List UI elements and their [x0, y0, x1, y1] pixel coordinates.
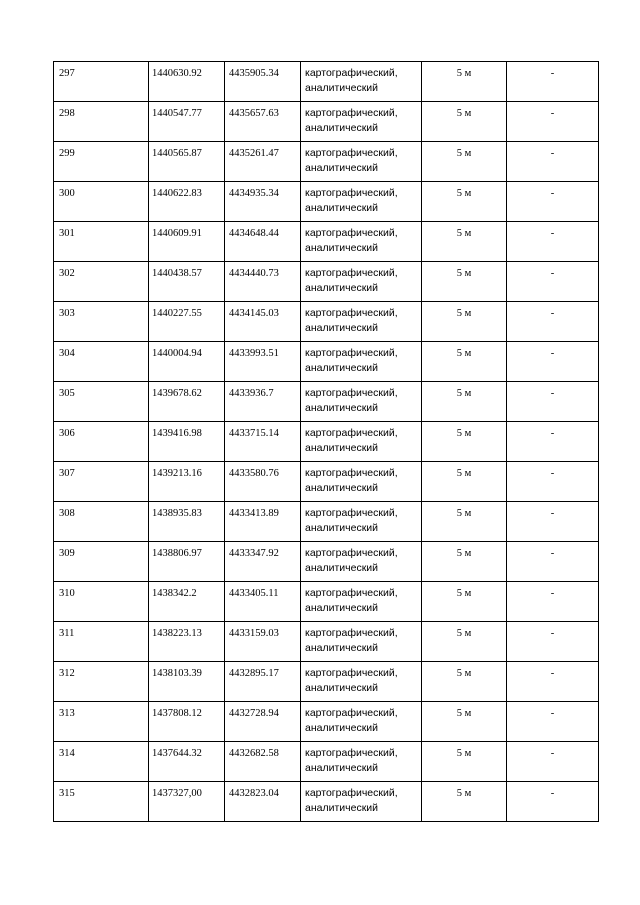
- x-coordinate-cell: 1438806.97: [149, 542, 225, 582]
- method-line-2: аналитический: [305, 522, 379, 534]
- y-coordinate-cell: 4432895.17: [225, 662, 301, 702]
- accuracy-cell: 5 м: [422, 182, 507, 222]
- note-cell: -: [507, 782, 599, 822]
- x-coordinate-cell: 1438103.39: [149, 662, 225, 702]
- x-coordinate-cell: 1440438.57: [149, 262, 225, 302]
- point-number-cell: 313: [54, 702, 149, 742]
- x-coordinate-cell: 1439416.98: [149, 422, 225, 462]
- point-number-cell: 312: [54, 662, 149, 702]
- x-coordinate-cell: 1440565.87: [149, 142, 225, 182]
- y-coordinate-cell: 4433405.11: [225, 582, 301, 622]
- method-line-1: картографический,: [305, 627, 398, 639]
- method-line-2: аналитический: [305, 802, 379, 814]
- note-cell: -: [507, 62, 599, 102]
- method-line-1: картографический,: [305, 107, 398, 119]
- method-line-1: картографический,: [305, 707, 398, 719]
- accuracy-cell: 5 м: [422, 502, 507, 542]
- accuracy-cell: 5 м: [422, 622, 507, 662]
- method-line-1: картографический,: [305, 547, 398, 559]
- x-coordinate-cell: 1439213.16: [149, 462, 225, 502]
- point-number-cell: 299: [54, 142, 149, 182]
- y-coordinate-cell: 4435657.63: [225, 102, 301, 142]
- point-number-cell: 311: [54, 622, 149, 662]
- point-number-cell: 304: [54, 342, 149, 382]
- point-number-cell: 298: [54, 102, 149, 142]
- method-line-2: аналитический: [305, 642, 379, 654]
- method-cell: [301, 382, 422, 422]
- method-cell: [301, 422, 422, 462]
- note-cell: -: [507, 342, 599, 382]
- note-cell: -: [507, 702, 599, 742]
- method-line-1: картографический,: [305, 667, 398, 679]
- x-coordinate-cell: 1437644.32: [149, 742, 225, 782]
- coordinates-table: [53, 61, 599, 822]
- point-number-cell: 309: [54, 542, 149, 582]
- accuracy-cell: 5 м: [422, 142, 507, 182]
- method-cell: [301, 102, 422, 142]
- accuracy-cell: 5 м: [422, 742, 507, 782]
- note-cell: -: [507, 102, 599, 142]
- point-number-cell: 297: [54, 62, 149, 102]
- point-number-cell: 307: [54, 462, 149, 502]
- x-coordinate-cell: 1438223.13: [149, 622, 225, 662]
- point-number-cell: 300: [54, 182, 149, 222]
- method-line-1: картографический,: [305, 467, 398, 479]
- table-row: [54, 702, 599, 742]
- y-coordinate-cell: 4433936.7: [225, 382, 301, 422]
- table-row: [54, 222, 599, 262]
- note-cell: -: [507, 462, 599, 502]
- point-number-cell: 310: [54, 582, 149, 622]
- table-row: [54, 182, 599, 222]
- note-cell: -: [507, 422, 599, 462]
- note-cell: -: [507, 302, 599, 342]
- accuracy-cell: 5 м: [422, 262, 507, 302]
- x-coordinate-cell: 1440609.91: [149, 222, 225, 262]
- point-number-cell: 306: [54, 422, 149, 462]
- method-cell: [301, 182, 422, 222]
- x-coordinate-cell: 1438342.2: [149, 582, 225, 622]
- table-row: [54, 502, 599, 542]
- accuracy-cell: 5 м: [422, 62, 507, 102]
- note-cell: -: [507, 182, 599, 222]
- method-line-2: аналитический: [305, 762, 379, 774]
- y-coordinate-cell: 4433347.92: [225, 542, 301, 582]
- y-coordinate-cell: 4433580.76: [225, 462, 301, 502]
- table-row: [54, 302, 599, 342]
- method-line-1: картографический,: [305, 747, 398, 759]
- x-coordinate-cell: 1440547.77: [149, 102, 225, 142]
- method-cell: [301, 262, 422, 302]
- y-coordinate-cell: 4435261.47: [225, 142, 301, 182]
- method-cell: [301, 742, 422, 782]
- method-line-2: аналитический: [305, 322, 379, 334]
- y-coordinate-cell: 4434935.34: [225, 182, 301, 222]
- table-row: [54, 142, 599, 182]
- table-row: [54, 422, 599, 462]
- note-cell: -: [507, 582, 599, 622]
- method-line-1: картографический,: [305, 307, 398, 319]
- x-coordinate-cell: 1440004.94: [149, 342, 225, 382]
- method-line-2: аналитический: [305, 402, 379, 414]
- method-line-2: аналитический: [305, 722, 379, 734]
- method-cell: [301, 502, 422, 542]
- method-line-1: картографический,: [305, 507, 398, 519]
- point-number-cell: 303: [54, 302, 149, 342]
- table-row: [54, 542, 599, 582]
- y-coordinate-cell: 4433413.89: [225, 502, 301, 542]
- table-row: [54, 342, 599, 382]
- table-row: [54, 382, 599, 422]
- method-line-2: аналитический: [305, 562, 379, 574]
- method-line-2: аналитический: [305, 602, 379, 614]
- x-coordinate-cell: 1437808.12: [149, 702, 225, 742]
- method-line-2: аналитический: [305, 162, 379, 174]
- note-cell: -: [507, 382, 599, 422]
- accuracy-cell: 5 м: [422, 662, 507, 702]
- method-cell: [301, 462, 422, 502]
- method-line-1: картографический,: [305, 267, 398, 279]
- point-number-cell: 301: [54, 222, 149, 262]
- method-line-1: картографический,: [305, 147, 398, 159]
- y-coordinate-cell: 4434648.44: [225, 222, 301, 262]
- table-row: [54, 62, 599, 102]
- method-line-1: картографический,: [305, 387, 398, 399]
- note-cell: -: [507, 502, 599, 542]
- y-coordinate-cell: 4432682.58: [225, 742, 301, 782]
- table-row: [54, 742, 599, 782]
- accuracy-cell: 5 м: [422, 382, 507, 422]
- method-cell: [301, 62, 422, 102]
- method-cell: [301, 782, 422, 822]
- method-line-2: аналитический: [305, 362, 379, 374]
- method-line-2: аналитический: [305, 202, 379, 214]
- note-cell: -: [507, 742, 599, 782]
- method-cell: [301, 222, 422, 262]
- method-cell: [301, 622, 422, 662]
- method-line-1: картографический,: [305, 227, 398, 239]
- table-row: [54, 102, 599, 142]
- accuracy-cell: 5 м: [422, 222, 507, 262]
- method-line-1: картографический,: [305, 587, 398, 599]
- note-cell: -: [507, 142, 599, 182]
- x-coordinate-cell: 1437327,00: [149, 782, 225, 822]
- accuracy-cell: 5 м: [422, 422, 507, 462]
- y-coordinate-cell: 4433715.14: [225, 422, 301, 462]
- x-coordinate-cell: 1440630.92: [149, 62, 225, 102]
- method-line-2: аналитический: [305, 242, 379, 254]
- method-line-2: аналитический: [305, 442, 379, 454]
- y-coordinate-cell: 4433993.51: [225, 342, 301, 382]
- y-coordinate-cell: 4435905.34: [225, 62, 301, 102]
- x-coordinate-cell: 1438935.83: [149, 502, 225, 542]
- accuracy-cell: 5 м: [422, 542, 507, 582]
- accuracy-cell: 5 м: [422, 342, 507, 382]
- method-line-2: аналитический: [305, 282, 379, 294]
- method-line-2: аналитический: [305, 682, 379, 694]
- accuracy-cell: 5 м: [422, 782, 507, 822]
- accuracy-cell: 5 м: [422, 102, 507, 142]
- method-cell: [301, 542, 422, 582]
- method-line-2: аналитический: [305, 122, 379, 134]
- method-line-1: картографический,: [305, 787, 398, 799]
- table-row: [54, 622, 599, 662]
- y-coordinate-cell: 4432823.04: [225, 782, 301, 822]
- accuracy-cell: 5 м: [422, 702, 507, 742]
- accuracy-cell: 5 м: [422, 582, 507, 622]
- method-line-1: картографический,: [305, 67, 398, 79]
- method-cell: [301, 702, 422, 742]
- accuracy-cell: 5 м: [422, 462, 507, 502]
- point-number-cell: 305: [54, 382, 149, 422]
- method-line-1: картографический,: [305, 347, 398, 359]
- note-cell: -: [507, 262, 599, 302]
- table-row: [54, 262, 599, 302]
- y-coordinate-cell: 4433159.03: [225, 622, 301, 662]
- accuracy-cell: 5 м: [422, 302, 507, 342]
- method-line-1: картографический,: [305, 187, 398, 199]
- table-row: [54, 582, 599, 622]
- method-line-1: картографический,: [305, 427, 398, 439]
- point-number-cell: 302: [54, 262, 149, 302]
- y-coordinate-cell: 4432728.94: [225, 702, 301, 742]
- method-cell: [301, 302, 422, 342]
- method-cell: [301, 582, 422, 622]
- table-row: [54, 662, 599, 702]
- note-cell: -: [507, 222, 599, 262]
- x-coordinate-cell: 1439678.62: [149, 382, 225, 422]
- point-number-cell: 308: [54, 502, 149, 542]
- method-line-2: аналитический: [305, 482, 379, 494]
- x-coordinate-cell: 1440227.55: [149, 302, 225, 342]
- y-coordinate-cell: 4434145.03: [225, 302, 301, 342]
- note-cell: -: [507, 542, 599, 582]
- x-coordinate-cell: 1440622.83: [149, 182, 225, 222]
- note-cell: -: [507, 662, 599, 702]
- table-row: [54, 782, 599, 822]
- method-cell: [301, 142, 422, 182]
- method-cell: [301, 662, 422, 702]
- note-cell: -: [507, 622, 599, 662]
- table-row: [54, 462, 599, 502]
- point-number-cell: 315: [54, 782, 149, 822]
- coordinates-table-body: [54, 62, 599, 822]
- point-number-cell: 314: [54, 742, 149, 782]
- method-cell: [301, 342, 422, 382]
- y-coordinate-cell: 4434440.73: [225, 262, 301, 302]
- method-line-2: аналитический: [305, 82, 379, 94]
